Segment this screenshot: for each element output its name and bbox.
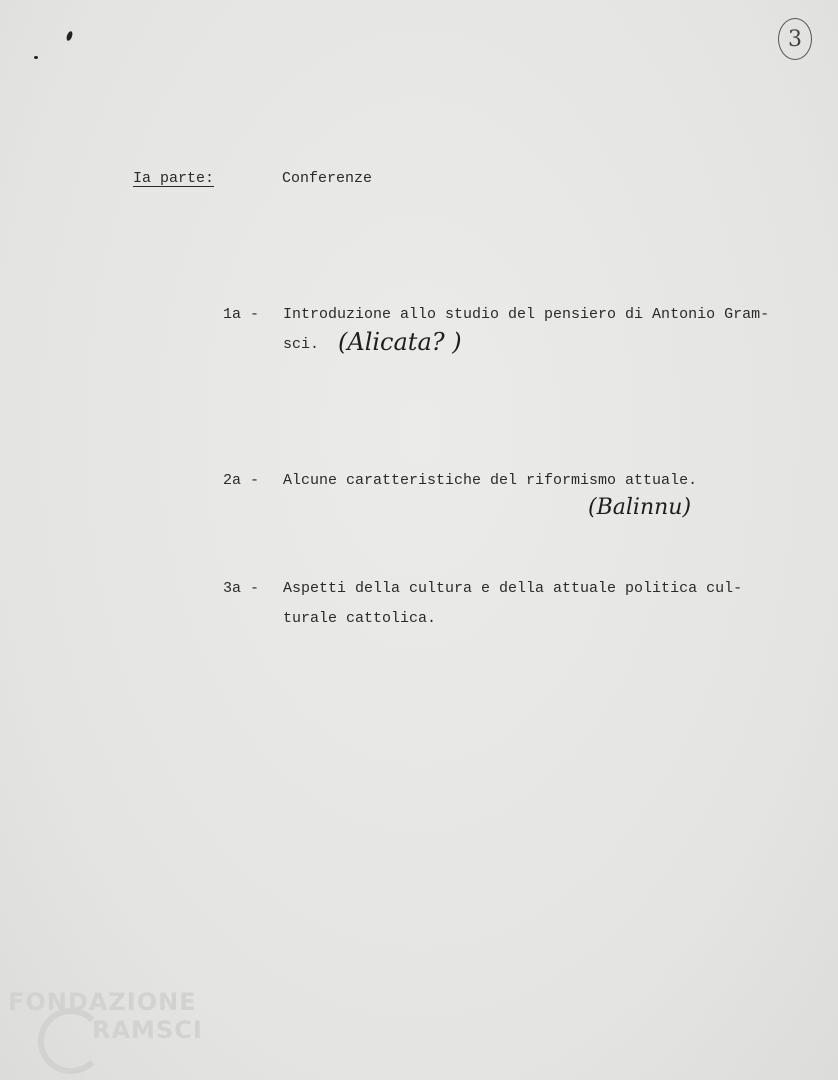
heading-roman: I — [133, 170, 143, 187]
ink-spot — [65, 30, 73, 41]
archive-watermark-logo — [8, 988, 208, 1068]
item-number: 3a - — [223, 580, 260, 597]
item-text: Aspetti della cultura e della attuale politica cul- — [283, 580, 743, 597]
heading-part: a parte: — [142, 170, 215, 187]
ink-spot — [34, 56, 38, 59]
watermark-line2: RAMSCI — [92, 1016, 203, 1044]
handwritten-annotation: (Balinnu) — [588, 495, 692, 520]
item-text: sci. — [283, 336, 320, 353]
item-text: Introduzione allo studio del pensiero di Antonio Gram- — [283, 306, 770, 323]
watermark-line1: FONDAZIONE — [8, 988, 197, 1016]
heading-title: Conferenze — [282, 170, 373, 187]
item-text: turale cattolica. — [283, 610, 437, 627]
item-number: 2a - — [223, 472, 260, 489]
page-number-text: 3 — [788, 26, 802, 52]
item-text: Alcune caratteristiche del riformismo attuale. — [283, 472, 698, 489]
bleed-through-mark: ​ — [182, 360, 188, 437]
handwritten-annotation: (Alicata? ) — [338, 328, 462, 356]
item-number: 1a - — [223, 306, 260, 323]
page-number — [778, 18, 812, 60]
section-heading — [133, 170, 214, 187]
